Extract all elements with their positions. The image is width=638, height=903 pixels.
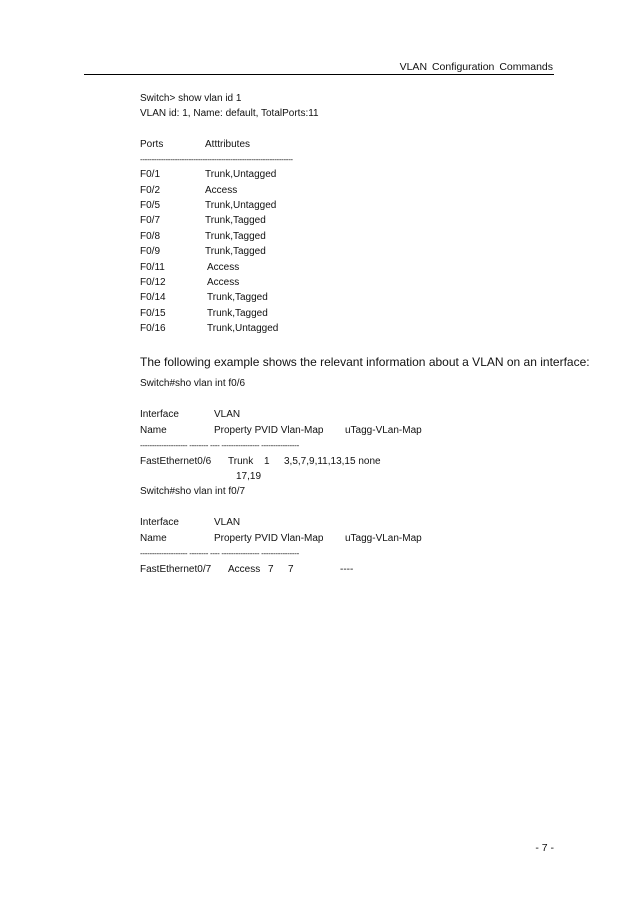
attribute-cell: Access — [207, 277, 240, 288]
separator-line: -------------------- -------- ---- ---------------- ---------------- — [140, 549, 299, 558]
vlan-summary: VLAN id: 1, Name: default, TotalPorts:11 — [140, 108, 319, 119]
attribute-cell: Trunk,Tagged — [205, 215, 266, 226]
property-cell: Trunk — [228, 456, 254, 467]
port-cell: F0/8 — [140, 231, 161, 242]
port-cell: F0/11 — [140, 262, 165, 273]
separator-line: -------------------- -------- ---- ---------------- ---------------- — [140, 441, 299, 450]
command-line: Switch#sho vlan int f0/6 — [140, 378, 246, 389]
command-line: Switch#sho vlan int f0/7 — [140, 486, 246, 497]
utagg-cell: ---- — [340, 564, 354, 575]
property-cell: Access — [228, 564, 261, 575]
attribute-cell: Access — [207, 262, 240, 273]
vlan-map-cell: 3,5,7,9,11,13,15 none — [284, 456, 381, 467]
port-cell: F0/15 — [140, 308, 166, 319]
name-column-header: Name — [140, 533, 167, 544]
utagg-column-header: uTagg-VLan-Map — [345, 533, 422, 544]
attribute-cell: Trunk,Tagged — [207, 292, 268, 303]
attribute-cell: Trunk,Tagged — [207, 308, 268, 319]
interface-column-header: Interface — [140, 409, 179, 420]
command-line: Switch> show vlan id 1 — [140, 93, 242, 104]
attribute-cell: Trunk,Tagged — [205, 231, 266, 242]
name-column-header: Name — [140, 425, 167, 436]
attribute-cell: Trunk,Untagged — [207, 323, 279, 334]
running-header: VLAN Configuration Commands — [399, 61, 553, 73]
vlan-map-continuation: 17,19 — [236, 471, 262, 482]
page-number: - 7 - — [535, 842, 554, 854]
vlan-map-cell: 7 — [288, 564, 294, 575]
port-cell: F0/1 — [140, 169, 161, 180]
intro-paragraph: The following example shows the relevant information about a VLAN on an interface: — [140, 355, 590, 369]
ports-column-header: Ports — [140, 139, 164, 150]
interface-name-cell: FastEthernet0/6 — [140, 456, 212, 467]
port-cell: F0/14 — [140, 292, 166, 303]
port-cell: F0/7 — [140, 215, 161, 226]
property-pvid-map-header: Property PVID Vlan-Map — [214, 425, 324, 436]
attribute-cell: Access — [205, 185, 238, 196]
separator-line: ------------------------------------------------------------------ — [140, 155, 293, 164]
attribute-cell: Trunk,Tagged — [205, 246, 266, 257]
header-rule — [84, 74, 554, 75]
port-cell: F0/12 — [140, 277, 166, 288]
pvid-cell: 7 — [268, 564, 274, 575]
vlan-column-header: VLAN — [214, 517, 241, 528]
attributes-column-header: Atttributes — [205, 139, 251, 150]
pvid-cell: 1 — [264, 456, 270, 467]
port-cell: F0/2 — [140, 185, 161, 196]
interface-name-cell: FastEthernet0/7 — [140, 564, 212, 575]
vlan-column-header: VLAN — [214, 409, 241, 420]
property-pvid-map-header: Property PVID Vlan-Map — [214, 533, 324, 544]
port-cell: F0/9 — [140, 246, 161, 257]
port-cell: F0/16 — [140, 323, 166, 334]
attribute-cell: Trunk,Untagged — [205, 169, 277, 180]
interface-column-header: Interface — [140, 517, 179, 528]
attribute-cell: Trunk,Untagged — [205, 200, 277, 211]
port-cell: F0/5 — [140, 200, 161, 211]
utagg-column-header: uTagg-VLan-Map — [345, 425, 422, 436]
